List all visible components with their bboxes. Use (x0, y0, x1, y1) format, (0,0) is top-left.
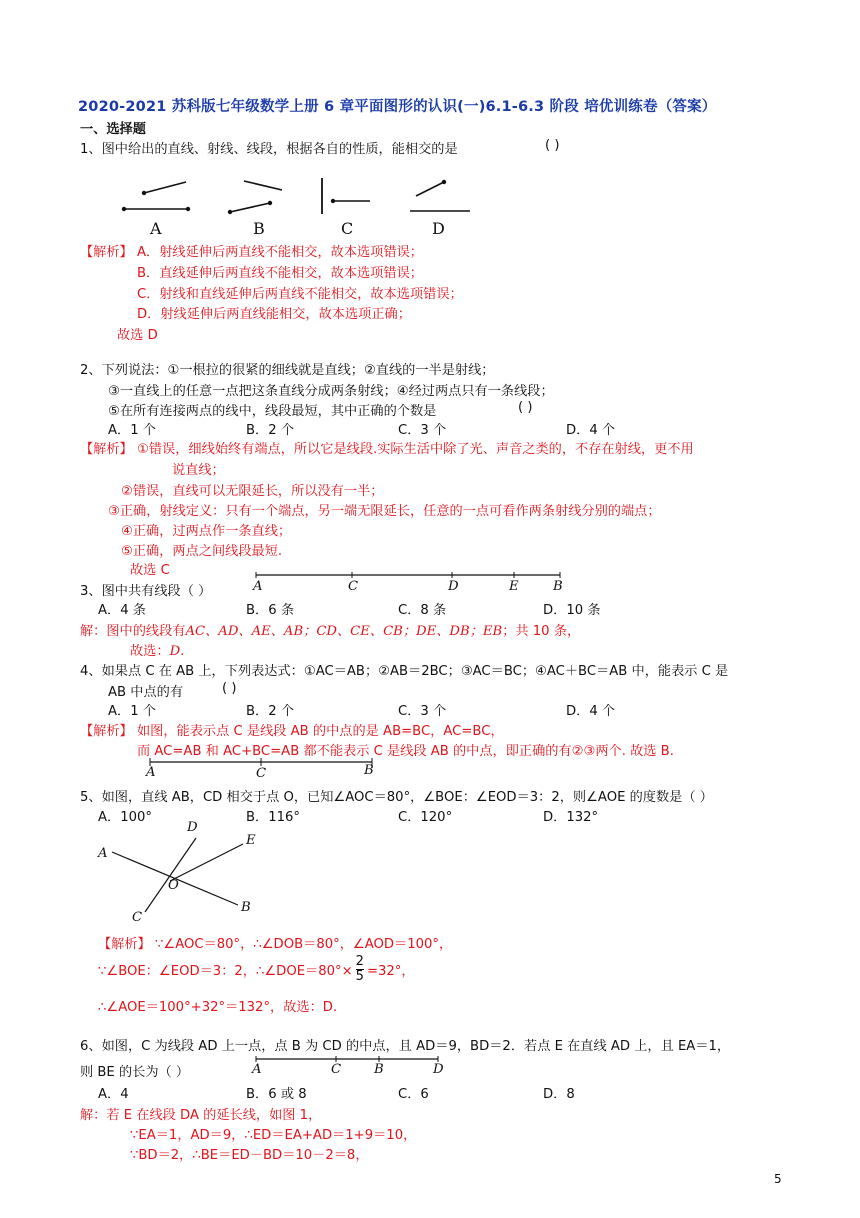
q1-analysis-line: C．射线和直线延伸后两直线不能相交，故本选项错误； (137, 287, 463, 302)
q4-point-label: C (256, 766, 267, 781)
q6-option-b: B．6 或 8 (246, 1087, 307, 1102)
q6-stem-line1: 6、如图，C 为线段 AD 上一点，点 B 为 CD 的中点，且 AD＝9，BD＝2．若点 E 在直线 AD 上，且 EA＝1， (80, 1039, 731, 1054)
q5-point-label: A (98, 846, 108, 861)
q3-point-label: D (448, 579, 459, 594)
q1-analysis-line: D．射线延伸后两直线能相交，故本选项正确； (137, 307, 411, 322)
q5-line2-a: ∵∠BOE：∠EOD＝3：2，∴∠DOE＝80°× (98, 964, 353, 979)
q5-analysis-tag: 【解析】 (98, 937, 151, 952)
q4-stem-line1: 4、如果点 C 在 AB 上，下列表达式：①AC＝AB；②AB＝2BC；③AC＝BC；④AC＋BC＝AB 中，能表示 C 是 (80, 664, 729, 679)
q1-label-c: C (341, 219, 354, 238)
q5-point-label: B (241, 900, 251, 915)
q5-option-b: B．116° (246, 810, 300, 825)
q2-analysis-line: ②错误，直线可以无限延长，所以没有一半； (121, 484, 384, 499)
q3-stem: 3、图中共有线段（ ） (80, 584, 212, 599)
q4-point-label: A (146, 765, 156, 780)
q3-option-b: B．6 条 (246, 603, 295, 618)
q3-conclusion-end: . (180, 644, 185, 659)
q4-option-b: B．2 个 (246, 704, 295, 719)
q4-point-label: B (364, 763, 374, 778)
page-number: 5 (774, 1172, 782, 1186)
q3-solution-segments: AC、AD、AE、AB；CD、CE、CB；DE、DB；EB (185, 624, 503, 639)
q2-conclusion: 故选 C (130, 563, 170, 578)
q2-analysis-line: ③正确，射线定义：只有一个端点，另一端无限延长，任意的一点可看作两条射线分别的端点； (108, 504, 661, 519)
q4-answer-paren: ( ) (222, 681, 237, 696)
q2-option-d: D．4 个 (566, 423, 616, 438)
q1-analysis-line: A．射线延伸后两直线不能相交，故本选项错误； (137, 245, 423, 260)
q2-stem-line: ③一直线上的任意一点把这条直线分成两条射线；④经过两点只有一条线段； (108, 384, 554, 399)
q6-solution-line: ∵EA＝1，AD＝9，∴ED＝EA+AD＝1+9＝10， (130, 1128, 417, 1143)
q6-point-label: D (433, 1062, 444, 1077)
q1-analysis-tag: 【解析】 (80, 245, 133, 260)
q2-analysis-tag: 【解析】 (80, 442, 133, 457)
q1-label-a: A (150, 219, 162, 238)
q4-option-a: A．1 个 (108, 704, 156, 719)
q5-stem: 5、如图，直线 AB，CD 相交于点 O，已知∠AOC＝80°，∠BOE：∠EOD＝3：2，则∠AOE 的度数是（ ） (80, 790, 713, 805)
q3-solution-prefix: 解：图中的线段有 (80, 624, 186, 639)
q6-solution-line: ∵BD＝2，∴BE＝ED－BD＝10－2＝8， (130, 1148, 369, 1163)
q5-option-d: D．132° (543, 810, 599, 825)
q1-label-d: D (432, 219, 445, 238)
q6-point-label: B (374, 1062, 384, 1077)
q5-frac-den: 5 (355, 969, 364, 984)
q1-conclusion: 故选 D (117, 328, 158, 343)
q3-point-label: A (253, 579, 263, 594)
q6-option-a: A．4 (98, 1087, 129, 1102)
q5-point-label: D (187, 820, 198, 835)
q4-option-c: C．3 个 (398, 704, 447, 719)
q5-analysis-line1: ∵∠AOC＝80°，∴∠DOB＝80°，∠AOD＝100°， (155, 937, 453, 952)
q3-point-label: C (348, 579, 359, 594)
q5-option-c: C．120° (398, 810, 453, 825)
q6-point-label: C (331, 1062, 342, 1077)
q2-answer-paren: ( ) (518, 400, 533, 415)
q5-frac-num: 2 (355, 954, 364, 969)
q4-stem-line2: AB 中点的有 (108, 685, 184, 700)
q2-analysis-line: ⑤正确，两点之间线段最短. (121, 544, 283, 559)
q6-stem-line2: 则 BE 的长为（ ） (80, 1065, 190, 1080)
q2-stem-line: 2、下列说法：①一根拉的很紧的细线就是直线；②直线的一半是射线； (80, 363, 495, 378)
section-heading: 一、选择题 (80, 122, 146, 137)
q4-analysis-tag: 【解析】 (80, 724, 133, 739)
q3-option-a: A．4 条 (98, 603, 146, 618)
q3-option-d: D．10 条 (543, 603, 601, 618)
q3-point-label: E (509, 579, 519, 594)
q6-solution-line: 解：若 E 在线段 DA 的延长线，如图 1， (80, 1108, 322, 1123)
q1-stem: 1、图中给出的直线、射线、线段，根据各自的性质，能相交的是 (80, 142, 458, 157)
q3-point-label: B (553, 579, 563, 594)
q5-line2-b: =32°， (366, 964, 415, 979)
q3-conclusion-prefix: 故选： (130, 644, 170, 659)
q2-option-c: C．3 个 (398, 423, 447, 438)
q2-analysis-line: ①错误，细线始终有端点，所以它是线段.实际生活中除了光、声音之类的，不存在射线，更不用 (137, 442, 694, 457)
q4-option-d: D．4 个 (566, 704, 616, 719)
q2-analysis-line: 说直线； (172, 463, 225, 478)
q5-point-label: E (246, 833, 256, 848)
page-title: 2020-2021 苏科版七年级数学上册 6 章平面图形的认识(一)6.1-6.3 阶段 培优训练卷（答案） (78, 99, 717, 115)
q4-analysis-line1: 如图，能表示点 C 是线段 AB 的中点的是 AB=BC，AC=BC， (137, 724, 504, 739)
q2-stem-line: ⑤在所有连接两点的线中，线段最短，其中正确的个数是 (108, 404, 437, 419)
q1-label-b: B (253, 219, 265, 238)
q2-option-a: A．1 个 (108, 423, 156, 438)
q6-option-d: D．8 (543, 1087, 575, 1102)
q1-analysis-line: B．直线延伸后两直线不能相交，故本选项错误； (137, 266, 423, 281)
q5-point-label: C (132, 910, 143, 925)
q5-option-a: A．100° (98, 810, 152, 825)
q5-point-label: O (168, 878, 179, 893)
q2-analysis-line: ④正确，过两点作一条直线； (121, 524, 292, 539)
q5-analysis-line3: ∴∠AOE＝100°+32°＝132°，故选：D. (98, 1000, 338, 1015)
q6-option-c: C．6 (398, 1087, 429, 1102)
q3-solution-suffix: ；共 10 条， (502, 624, 581, 639)
q3-conclusion-letter: D (169, 644, 181, 659)
q1-answer-paren: ( ) (545, 138, 560, 153)
q3-option-c: C．8 条 (398, 603, 447, 618)
q6-point-label: A (252, 1062, 262, 1077)
q2-option-b: B．2 个 (246, 423, 295, 438)
q4-analysis-line2: 而 AC=AB 和 AC+BC=AB 都不能表示 C 是线段 AB 的中点，即正确的有②③两个. 故选 B. (137, 744, 674, 759)
